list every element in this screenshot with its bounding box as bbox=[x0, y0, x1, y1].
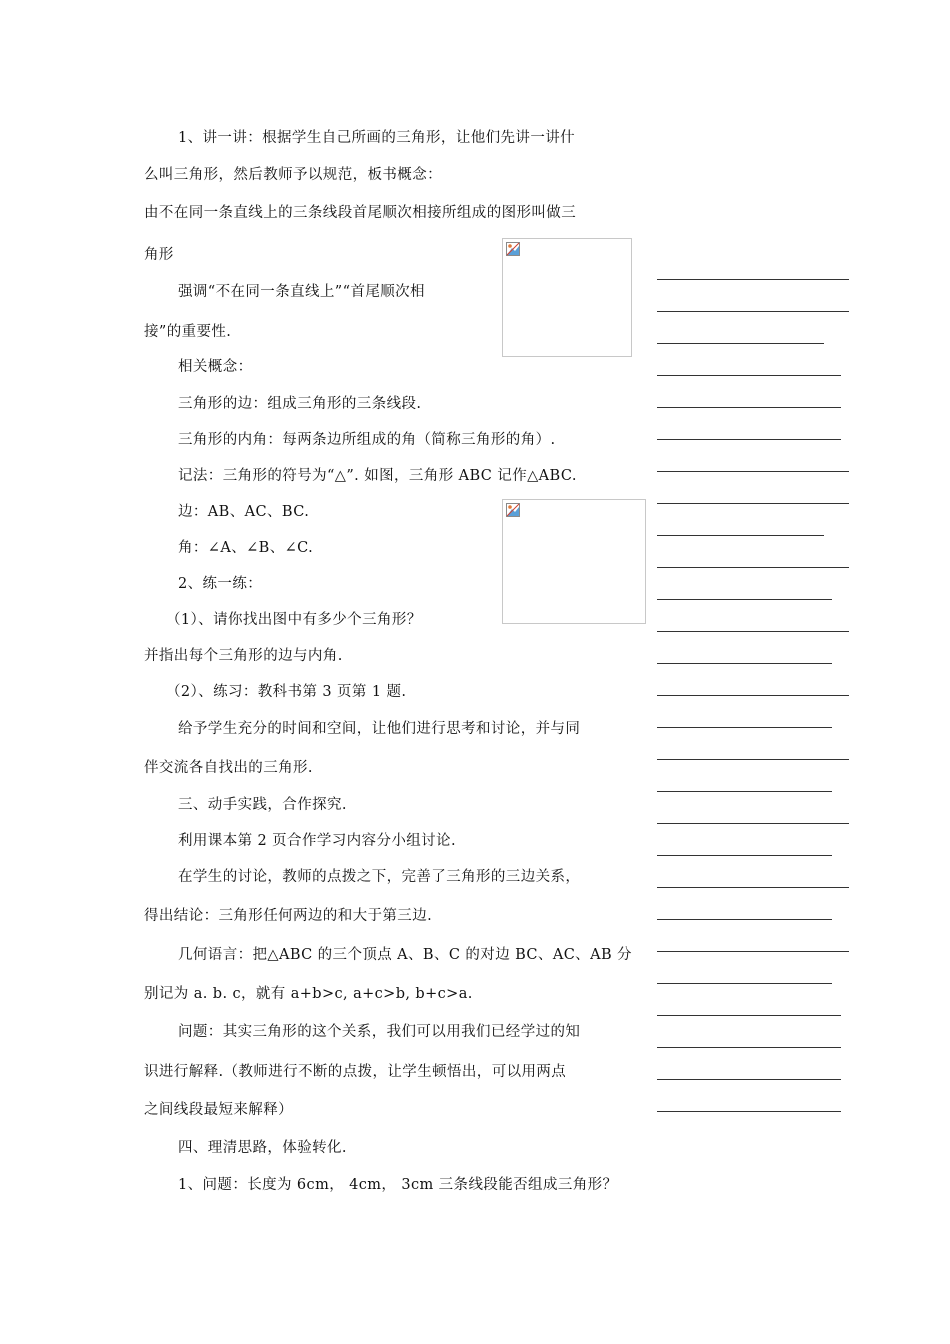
text-line-21: 在学生的讨论，教师的点拨之下，完善了三角形的三边关系， bbox=[178, 869, 581, 885]
note-line bbox=[657, 919, 832, 920]
text-line-10: 记法：三角形的符号为“△”. 如图，三角形 ABC 记作△ABC. bbox=[178, 468, 577, 484]
note-line bbox=[657, 535, 824, 536]
note-line bbox=[657, 1079, 841, 1080]
text-line-13: 2、练一练： bbox=[178, 576, 263, 592]
note-line bbox=[657, 631, 849, 632]
note-line bbox=[657, 887, 849, 888]
note-line bbox=[657, 951, 849, 952]
text-line-6: 接”的重要性. bbox=[144, 324, 232, 340]
text-line-14: （1）、请你找出图中有多少个三角形？ bbox=[166, 612, 422, 628]
note-line bbox=[657, 791, 832, 792]
text-line-19: 三、动手实践，合作探究. bbox=[178, 797, 347, 813]
note-line bbox=[657, 1047, 841, 1048]
text-line-3: 由不在同一条直线上的三条线段首尾顺次相接所组成的图形叫做三 bbox=[144, 205, 577, 221]
note-line bbox=[657, 439, 841, 440]
text-line-2: 么叫三角形，然后教师予以规范，板书概念： bbox=[144, 167, 442, 183]
note-line bbox=[657, 1111, 841, 1112]
text-line-16: （2）、练习：教科书第 3 页第 1 题. bbox=[166, 684, 407, 700]
note-line bbox=[657, 983, 832, 984]
text-line-8: 三角形的边：组成三角形的三条线段. bbox=[178, 396, 422, 412]
text-line-24: 别记为 a. b. c，就有 a+b>c, a+c>b, b+c>a. bbox=[144, 986, 473, 1002]
note-line bbox=[657, 375, 841, 376]
note-line bbox=[657, 503, 849, 504]
text-line-22: 得出结论：三角形任何两边的和大于第三边. bbox=[144, 908, 433, 924]
note-line bbox=[657, 823, 849, 824]
text-line-12: 角：∠A、∠B、∠C. bbox=[178, 540, 314, 556]
triangle-figure-1 bbox=[502, 238, 632, 357]
triangle-figure-2 bbox=[502, 499, 646, 624]
broken-image-icon bbox=[506, 503, 520, 517]
note-line bbox=[657, 279, 849, 280]
text-line-23: 几何语言：把△ABC 的三个顶点 A、B、C 的对边 BC、AC、AB 分 bbox=[178, 947, 632, 963]
note-line bbox=[657, 343, 824, 344]
text-line-25: 问题：其实三角形的这个关系，我们可以用我们已经学过的知 bbox=[178, 1024, 581, 1040]
text-line-11: 边：AB、AC、BC. bbox=[178, 504, 310, 520]
note-line bbox=[657, 407, 841, 408]
note-line bbox=[657, 1015, 841, 1016]
text-line-1: 1、讲一讲：根据学生自己所画的三角形，让他们先讲一讲什 bbox=[178, 130, 576, 146]
text-line-27: 之间线段最短来解释） bbox=[144, 1102, 293, 1118]
text-line-18: 伴交流各自找出的三角形. bbox=[144, 760, 313, 776]
note-line bbox=[657, 471, 849, 472]
note-line bbox=[657, 855, 832, 856]
text-line-5: 强调“不在同一条直线上”“首尾顺次相 bbox=[178, 284, 425, 300]
text-line-26: 识进行解释.（教师进行不断的点拨，让学生顿悟出，可以用两点 bbox=[144, 1064, 567, 1080]
text-line-4: 角形 bbox=[144, 247, 174, 263]
text-line-7: 相关概念： bbox=[178, 359, 253, 375]
note-line bbox=[657, 727, 832, 728]
text-line-20: 利用课本第 2 页合作学习内容分小组讨论. bbox=[178, 833, 456, 849]
note-line bbox=[657, 663, 832, 664]
note-line bbox=[657, 599, 832, 600]
text-line-9: 三角形的内角：每两条边所组成的角（简称三角形的角）. bbox=[178, 432, 556, 448]
broken-image-icon bbox=[506, 242, 520, 256]
text-line-17: 给予学生充分的时间和空间，让他们进行思考和讨论，并与同 bbox=[178, 721, 581, 737]
text-line-28: 四、理清思路，体验转化. bbox=[178, 1140, 347, 1156]
note-line bbox=[657, 759, 849, 760]
note-line bbox=[657, 311, 849, 312]
note-line bbox=[657, 695, 849, 696]
text-line-15: 并指出每个三角形的边与内角. bbox=[144, 648, 343, 664]
note-line bbox=[657, 567, 849, 568]
text-line-29: 1、问题：长度为 6cm， 4cm， 3cm 三条线段能否组成三角形？ bbox=[178, 1177, 618, 1193]
